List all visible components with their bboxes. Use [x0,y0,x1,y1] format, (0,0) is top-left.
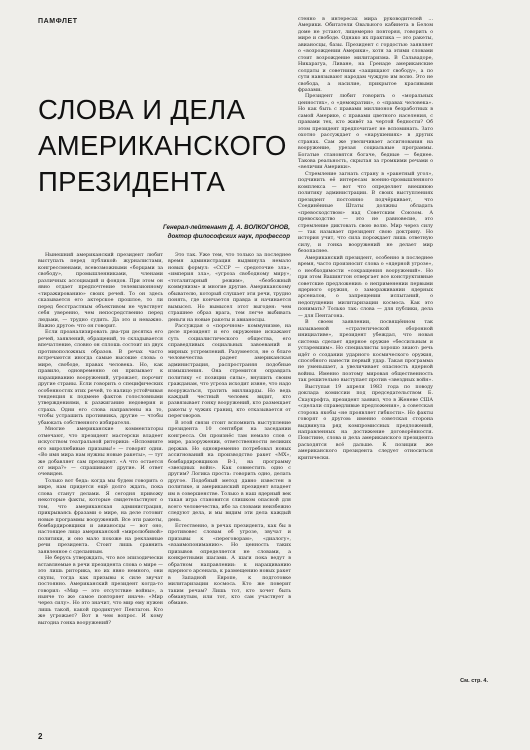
paragraph: Только вот беда: когда мы будем говорить о мире, нам придется ещё долго ждать, пока слова станут делами. Я сегодня привожу некоторые факты, которые свидетельствуют о том, что американская администрация, прикрываясь фразами о мире, на деле готовит новые программы вооружений. Все эти ракеты, бомбардировщики и авианосцы — вот оно, настоящее лицо американской «миролюбивой» политики, и оно мало похоже на рекламные речи президента. Стоит лишь сравнить заявленное с сделанным. [38,477,163,555]
text-column-2 [168,252,291,700]
paragraph: Выступая 19 апреля 1983 года по поводу доклада комиссии под председательством Б. Скаукрофта, президент заявил, что в Женеве США «сделали справедливые предложения», а советская сторона якобы «не проявляет гибкости». Но факты говорят о другом: именно советская сторона выдвинула ряд компромиссных предложений, направленных на достижение договорённости. Поистине, слова и дела американского президента расходятся всё дальше. К позиции же американского президента следует относиться критически. [298,383,433,461]
continued-note: См. стр. 4. [460,678,488,684]
paragraph: Президент любит говорить о «моральных ценностях», о «демократии», о «правах человека». Но как быть с правами миллионов безработных в самой Америке, с правами цветного населения, с правами тех, кто живёт за чертой бедности? Об этом президент предпочитает не вспоминать. Зато охотно рассуждает о «нарушениях» в других странах. Сам же увеличивает ассигнования на вооружение, урезая социальные программы. Богатые становятся богаче, бедные — беднее. Такова реальность, скрытая за громкими речами о «величии Америки». [298,93,433,171]
page-number: 2 [38,732,43,741]
headline-line-1: СЛОВА И ДЕЛА [38,94,246,125]
author-title: доктор философских наук, профессор [167,233,290,240]
text-column-3 [298,16,433,674]
paragraph: Американский президент, особенно в последнее время, часто произносит слова о «ядерной угрозе», о необходимости «сокращения вооружений». Но при этом Вашингтон отвергает все конструктивные советские предложения: о неприменении первыми ядерного оружия, о замораживании ядерных арсеналов, о запрещении испытаний, о недопущении милитаризации космоса. Как это понимать? Только так: слова — для публики, дела — для Пентагона. [298,254,433,319]
paragraph: Это так. Уже тем, что только за последнее время администрация выдвинула немало новых формул: «СССР — средоточие зла», «империя зла», «угроза свободному миру», «тоталитарный режим», «безбожный коммунизм» и многие другие. Американскому обывателю, который слушает эти речи, трудно понять, где кончается правда и начинается вымысел. Но вымысел этот выгоден: чем страшнее образ врага, тем легче выбивать деньги на новые ракеты и авианосцы. [168,252,291,323]
paragraph: В этой связи стоит вспомнить выступление президента 10 сентября на заседании конгресса. Он произнёс там немало слов о мире, разоружении, ответственности великих держав. Но одновременно потребовал новых ассигнований на производство ракет «MX», бомбардировщиков B-1, на программу «звездных войн». Как совместить одно с другим? Логика проста: говорить одно, делать другое. Подобный метод давно известен в политике, и американский президент владеет им в совершенстве. Только в наш ядерный век такая игра становится слишком опасной для всего человечества, ибо за словами неизбежно следуют дела, и мы видим эти дела каждый день. [168,419,291,523]
paragraph: Не берусь утверждать, что все эпизодически вставляемые в речи президента слова о мире — это лишь риторика, но их явно немного, они скупы, тогда как призывы к силе звучат постоянно. Американский президент когда-то говорил: «Мир — это отсутствие войны», а нынче то же самое повторяет иначе: «Мир через силу». Но это значит, что мир ему нужен лишь такой, какой продиктует Пентагон. Кто же угрожает? Вот в чем вопрос. И кому выгодна гонка вооружений? [38,555,163,626]
paragraph: В своем заявлении, посвящённом так называемой «стратегической оборонной инициативе», президент убеждал, что новая система сделает ядерное оружие «бессильным и устаревшим». Но специалисты хорошо знают: речь идёт о создании ударного космического оружия, способного нанести первый удар. Такая программа не уменьшает, а увеличивает опасность ядерной войны. Именно поэтому мировая общественность так решительно выступает против «звездных войн». [298,319,433,384]
headline-line-3: ПРЕЗИДЕНТА [38,166,226,197]
headline-line-2: АМЕРИКАНСКОГО [38,130,287,161]
text-column-1 [38,252,163,700]
author-name: Генерал-лейтенант Д. А. ВОЛКОГОНОВ, [163,224,290,231]
author-byline [38,223,290,241]
paragraph: Естественно, в речах президента, как бы в противовес словам об угрозе, звучат и призывы к «переговорам», «диалогу», «взаимопониманию». Но ценность таких призывов определяется не словами, а конкретными шагами. А шаги пока ведут в обратном направлении: к наращиванию ядерного арсенала, к размещению новых ракет в Западной Европе, к подготовке милитаризации космоса. Кто же поверит таким речам? Лишь тот, кто хочет быть обманутым, или тот, кто сам участвует в обмане. [168,523,291,607]
rubric-label: ПАМФЛЕТ [38,18,78,25]
paragraph: Стремление загнать страну в «ракетный угол», подчинить её интересам военно-промышленного комплекса — вот что определяет внешнюю политику администрации. В своих выступлениях президент постоянно подчёркивает, что Соединённые Штаты должны обладать «превосходством» над Советским Союзом. А превосходство — это не равновесие, это стремление диктовать свою волю. Мир через силу — так называет президент свою доктрину. Но история учит, что сила порождает лишь ответную силу, и гонка вооружений не делает мир безопаснее. [298,170,433,255]
paragraph: стенно в интересах мира руководителей ... Америки. Обитатели Овального кабинета в Белом доме не устают, лицемерно повторяя, говорить о мире и свободе. Однако их практика — это ракеты, авианосцы, базы. Президент с гордостью заявляет о «возрождении Америки», хотя за этими словами стоит возрождение милитаризма. В Сальвадоре, Никарагуа, Ливане, на Гренаде американские солдаты и советники «защищают свободу», а по сути навязывают народам чуждую им волю. Это не свобода, а насилие, прикрытое красивыми фразами. [298,16,433,93]
paragraph: Многие американские комментаторы отмечают, что президент мастерски владеет искусством театральной риторики: «Вспомните его миролюбивые призывы!» — говорят одни. «Во имя мира нам нужны новые ракеты», — тут же добавляет сам президент. «А что остается от мира?» — спрашивают другие. И ответ очевиден. [38,426,163,478]
article-headline [38,92,287,200]
paragraph: Нынешний американский президент любит выступать перед публикой: журналистами, конгрессменами, всевозможными «борцами за свободу», промышленниками, членами различных ассоциаций и фондов. При этом он явно отдает предпочтение телевизионному «тиражированию» своих речей. То он здесь сказывается его актерское прошлое, то ли перед бесстрастным объективом не чувствует себя уверенно, чем непосредственно перед людьми, — трудно судить. Да это и неважно. Важно другое: что он говорит. [38,252,163,329]
paragraph: Если проанализировать два-три десятка его речей, заявлений, обращений, то складывается впечатление, словно он сплошь состоит из двух противоположных образов. В речах часто встречаются иногда самые высокие слова: о мире, свободе, правах человека. Но, как правило, одновременно он призывает к наращиванию вооружений, угрожает, порочит другие страны. Если говорить о специфических особенностях этих речей, то налицо устойчивая тенденция к подмене фактов голословными утверждениями, к разжиганию недоверия и страха. Одни его слова направлены на то, чтобы устрашить противника, другие — чтобы убаюкать собственного избирателя. [38,329,163,426]
paragraph: Рассуждая о «порочном» коммунизме, на деле президент и его окружение искажают суть социалистического общества, его справедливых социальных завоеваний и мирных устремлений. Разумеется, не о благе человечества радеет американская администрация, распространяя подобные измышления. Она стремится оправдать политику «с позиции силы», внушить своим гражданам, что угроза исходит извне, что надо вооружаться, тратить миллиарды. Но ведь каждый честный человек видит, кто развязывает гонку вооружений, кто размещает ракеты у чужих границ, кто отказывается от переговоров. [168,322,291,420]
